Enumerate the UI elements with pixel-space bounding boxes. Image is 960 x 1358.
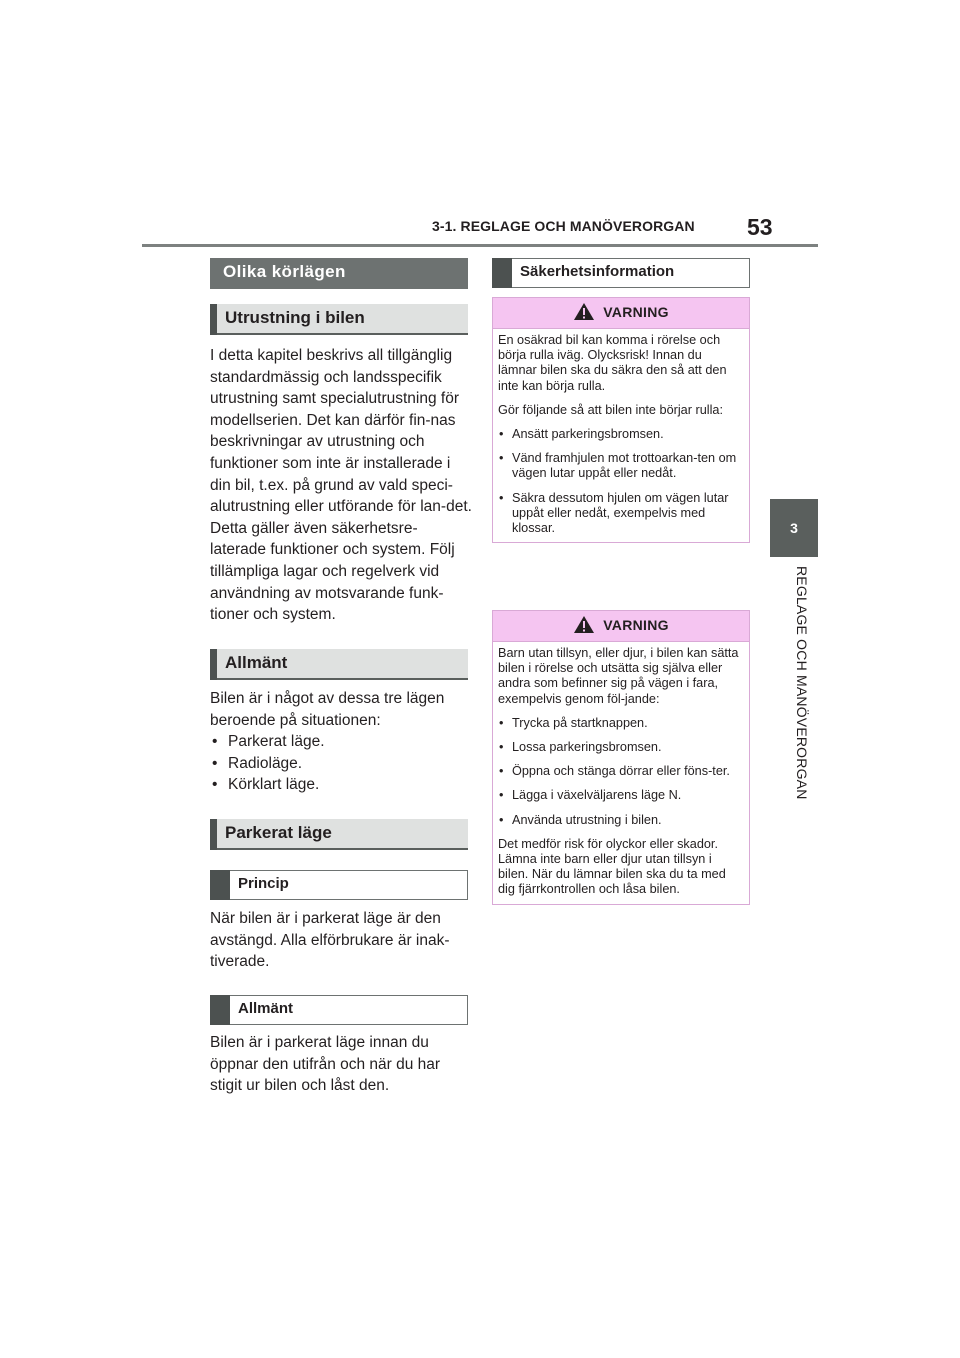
subheading-general: Allmänt xyxy=(210,649,468,680)
general2-text: Bilen är i parkerat läge innan du öppnar den utifrån och när du har stigit ur bilen och låst den. xyxy=(210,1034,441,1095)
warning-title: VARNING xyxy=(603,304,669,321)
warning-outro: Det medför risk för olyckor eller skador. Lämna inte barn eller djur utan tillsyn i bilen. När du lämnar bilen ska du ta med dig fjärrkontrollen och låsa bilen. xyxy=(498,836,726,897)
warning-box-children xyxy=(492,610,750,905)
general2-paragraph xyxy=(210,1032,472,1097)
list-item: • Använda utrustning i bilen. xyxy=(499,812,662,827)
principle-paragraph xyxy=(210,908,472,973)
chapter-side-label: REGLAGE OCH MANÖVERORGAN xyxy=(794,566,810,800)
modes-list xyxy=(210,731,472,796)
general-text: Bilen är i något av dessa tre lägen beroende på situationen: xyxy=(210,690,445,729)
warning-header xyxy=(493,611,749,642)
warning-triangle-icon xyxy=(573,302,595,324)
list-item: • Säkra dessutom hjulen om vägen lutar uppåt eller nedåt, exempelvis med klossar. xyxy=(499,490,729,536)
subheading-safety-info: Säkerhetsinformation xyxy=(492,258,750,288)
list-item: • Parkerat läge. xyxy=(212,733,325,751)
running-header: 3-1. REGLAGE OCH MANÖVERORGAN xyxy=(432,218,695,234)
chapter-tab: 3 xyxy=(770,499,818,557)
warning-list xyxy=(498,716,741,828)
list-item: • Lägga i växelväljarens läge N. xyxy=(499,788,682,803)
list-item: • Lossa parkeringsbromsen. xyxy=(499,740,662,755)
principle-text: När bilen är i parkerat läge är den avstängd. Alla elförbrukare är inak-tiverade. xyxy=(210,910,450,971)
equipment-text: I detta kapitel beskrivs all tillgänglig standardmässig och landsspecifik utrustning samt specialutrustning för modellserien. Det kan därför fin-nas beskrivningar av utrustning och funktioner som inte är installerade i din bil, t.ex. på grund av vald speci-alutrustning eller utförande för lan-det. Detta gäller även säkerhetsre-laterade funktioner och system. Följ tillämpliga lagar och regelverk vid användning av motsvarande funk-tioner och system. xyxy=(210,347,472,624)
header-rule xyxy=(142,244,818,247)
warning-header xyxy=(493,298,749,329)
general-paragraph xyxy=(210,688,472,796)
equipment-paragraph xyxy=(210,345,472,626)
warning-box-rolling xyxy=(492,297,750,543)
list-item: • Ansätt parkeringsbromsen. xyxy=(499,427,664,442)
subheading-general-2: Allmänt xyxy=(210,995,468,1025)
subheading-parked-mode: Parkerat läge xyxy=(210,819,468,850)
warning-lead: Gör följande så att bilen inte börjar rulla: xyxy=(498,402,723,417)
warning-intro: Barn utan tillsyn, eller djur, i bilen kan sätta bilen i rörelse och utsätta sig själva eller andra som befinner sig på vägen i fara, exempelvis genom föl-jande: xyxy=(498,646,739,706)
list-item: • Vänd framhjulen mot trottoarkan-ten om vägen lutar uppåt eller nedåt. xyxy=(499,451,737,481)
subheading-principle: Princip xyxy=(210,870,468,900)
warning-intro: En osäkrad bil kan komma i rörelse och börja rulla iväg. Olycksrisk! Innan du lämnar bilen ska du säkra den så att den inte kan börja rulla. xyxy=(498,333,727,393)
list-item: • Radioläge. xyxy=(212,754,303,772)
list-item: • Körklart läge. xyxy=(212,776,320,794)
page-number: 53 xyxy=(747,214,773,240)
list-item: • Trycka på startknappen. xyxy=(499,715,648,730)
warning-list xyxy=(498,427,741,536)
warning-triangle-icon xyxy=(573,615,595,637)
list-item: • Öppna och stänga dörrar eller föns-ter. xyxy=(499,764,730,779)
section-heading-driving-modes: Olika körlägen xyxy=(210,258,468,289)
warning-title: VARNING xyxy=(603,617,669,634)
subheading-equipment: Utrustning i bilen xyxy=(210,304,468,335)
